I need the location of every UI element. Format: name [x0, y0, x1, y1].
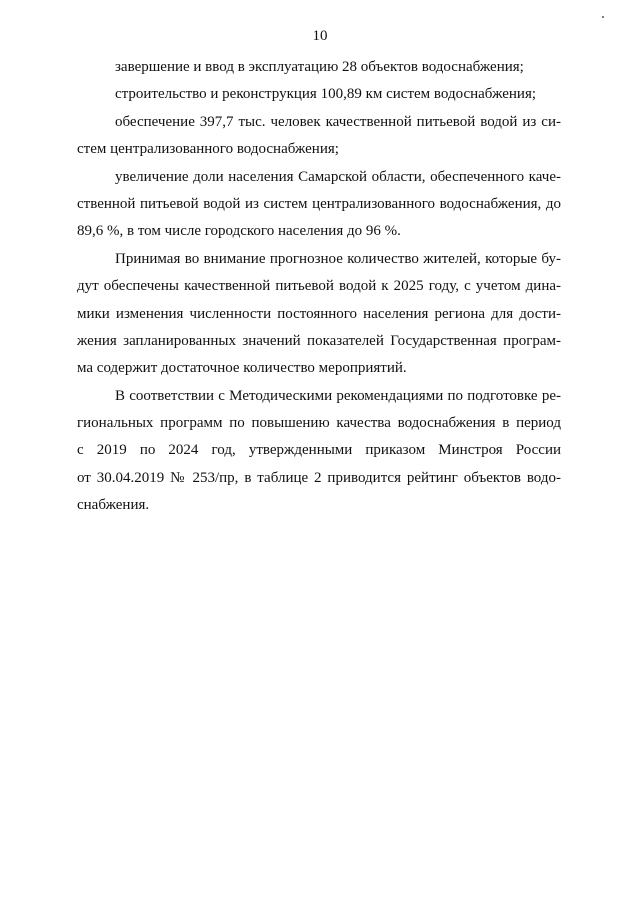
document-body: [77, 56, 561, 522]
list-item-provision-line-2: стем централизованного водоснабжения;: [77, 141, 339, 158]
list-item-share-line-3: 89,6 %, в том числе городского населения до 96 %.: [77, 223, 401, 240]
paragraph-forecast-line-2: дут обеспечены качественной питьевой водой к 2025 году, с учетом дина-: [77, 278, 561, 295]
list-item-commissioning: завершение и ввод в эксплуатацию 28 объектов водоснабжения;: [115, 59, 524, 75]
paragraph-forecast-line-1: Принимая во внимание прогнозное количество жителей, которые бу-: [115, 250, 561, 267]
list-item-provision-line-1: обеспечение 397,7 тыс. человек качественной питьевой водой из си-: [115, 113, 561, 130]
paragraph-forecast-line-5: ма содержит достаточное количество мероприятий.: [77, 360, 407, 377]
paragraph-methodology-line-1: В соответствии с Методическими рекомендациями по подготовке ре-: [115, 387, 561, 404]
list-item-share-line-2: ственной питьевой водой из систем централизованного водоснабжения, до: [77, 195, 561, 212]
paragraph-methodology-line-5: снабжения.: [77, 497, 150, 514]
paragraph-methodology-line-2: гиональных программ по повышению качества водоснабжения в период: [77, 415, 561, 432]
page-number: 10: [312, 28, 328, 44]
scan-artifact: [602, 16, 604, 18]
list-item-share-line-1: увеличение доли населения Самарской области, обеспеченного каче-: [115, 168, 561, 185]
paragraph-forecast-line-3: мики изменения численности постоянного населения региона для дости-: [77, 305, 561, 322]
paragraph-methodology-line-3: с 2019 по 2024 год, утвержденными приказом Минстроя России: [77, 442, 561, 459]
paragraph-forecast-line-4: жения запланированных значений показателей Государственная програм-: [77, 332, 561, 349]
list-item-construction: строительство и реконструкция 100,89 км систем водоснабжения;: [115, 86, 537, 103]
paragraph-methodology-line-4: от 30.04.2019 № 253/пр, в таблице 2 приводится рейтинг объектов водо-: [77, 469, 561, 486]
